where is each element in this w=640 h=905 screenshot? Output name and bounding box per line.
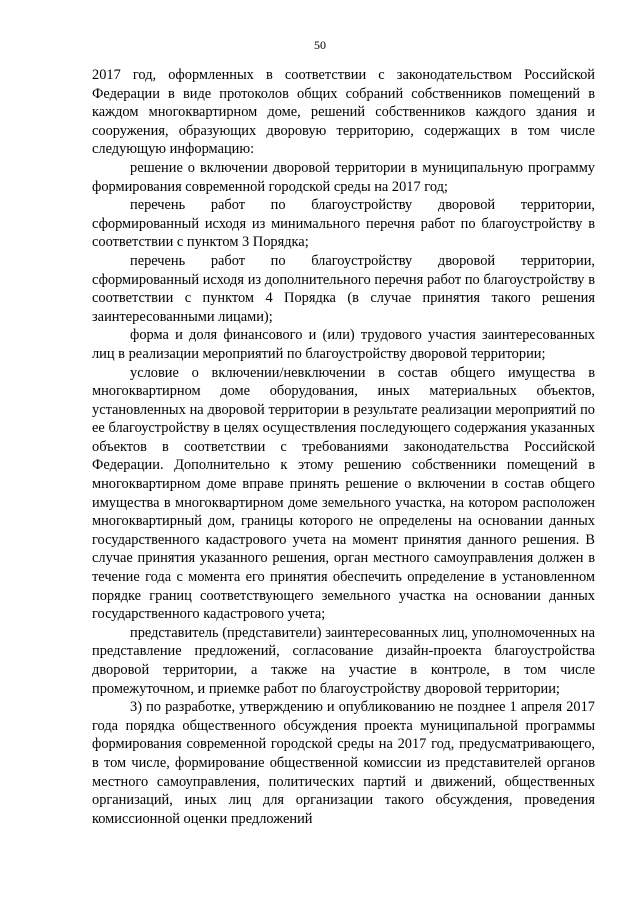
paragraph-4: перечень работ по благоустройству дворовой территории, сформированный исходя из дополнительного перечня работ по благоустройству в соответствии с пунктом 4 Порядка (в случае принятия такого решения заинтересованными лицами); [92,252,595,325]
document-body [92,66,595,828]
paragraph-3: перечень работ по благоустройству дворовой территории, сформированный исходя из минимального перечня работ по благоустройству в соответствии с пунктом 3 Порядка; [92,197,595,251]
paragraph-2: решение о включении дворовой территории в муниципальную программу формирования современной городской среды на 2017 год; [92,159,595,195]
paragraph-5: форма и доля финансового и (или) трудового участия заинтересованных лиц в реализации мероприятий по благоустройству дворовой территории; [92,327,595,362]
paragraph-8: 3) по разработке, утверждению и опубликованию не позднее 1 апреля 2017 года порядка общественного обсуждения проекта муниципальной программы формирования современной городской среды на 2017 год, предусматривающего, в том числе, формирование общественной комиссии из представителей органов местного самоуправления, политических партий и движений, общественных организаций, иных лиц для организации такого обсуждения, проведения комиссионной оценки предложений [92,699,595,827]
paragraph-7: представитель (представители) заинтересованных лиц, уполномоченных на представление предложений, согласование дизайн-проекта благоустройства дворовой территории, а также на участие в контроле, в том числе промежуточном, и приемке работ по благоустройству дворовой территории; [92,624,595,697]
paragraph-6: условие о включении/невключении в состав общего имущества в многоквартирном доме оборудования, иных материальных объектов, установленных на дворовой территории в результате реализации мероприятий по ее благоустройству в целях осуществления последующего содержания указанных объектов в соответствии с требованиями законодательства Российской Федерации. Дополнительно к этому решению собственники помещений в многоквартирном доме вправе принять решение о включении в состав общего имущества в многоквартирном доме земельного участка, на котором расположен многоквартирный дом, границы которого не определены на основании данных государственного кадастрового учета на момент принятия данного решения. В случае принятия указанного решения, орган местного самоуправления должен в течение года с момента его принятия обеспечить определение в установленном порядке границ соответствующего земельного участка на основании данных государственного кадастрового учета; [92,364,595,623]
paragraph-1: 2017 год, оформленных в соответствии с законодательством Российской Федерации в виде протоколов общих собраний собственников помещений в каждом многоквартирном доме, решений собственников каждого здания и сооружения, образующих дворовую территорию, содержащих в том числе следующую информацию: [92,67,595,158]
page-number: 50 [314,38,326,52]
